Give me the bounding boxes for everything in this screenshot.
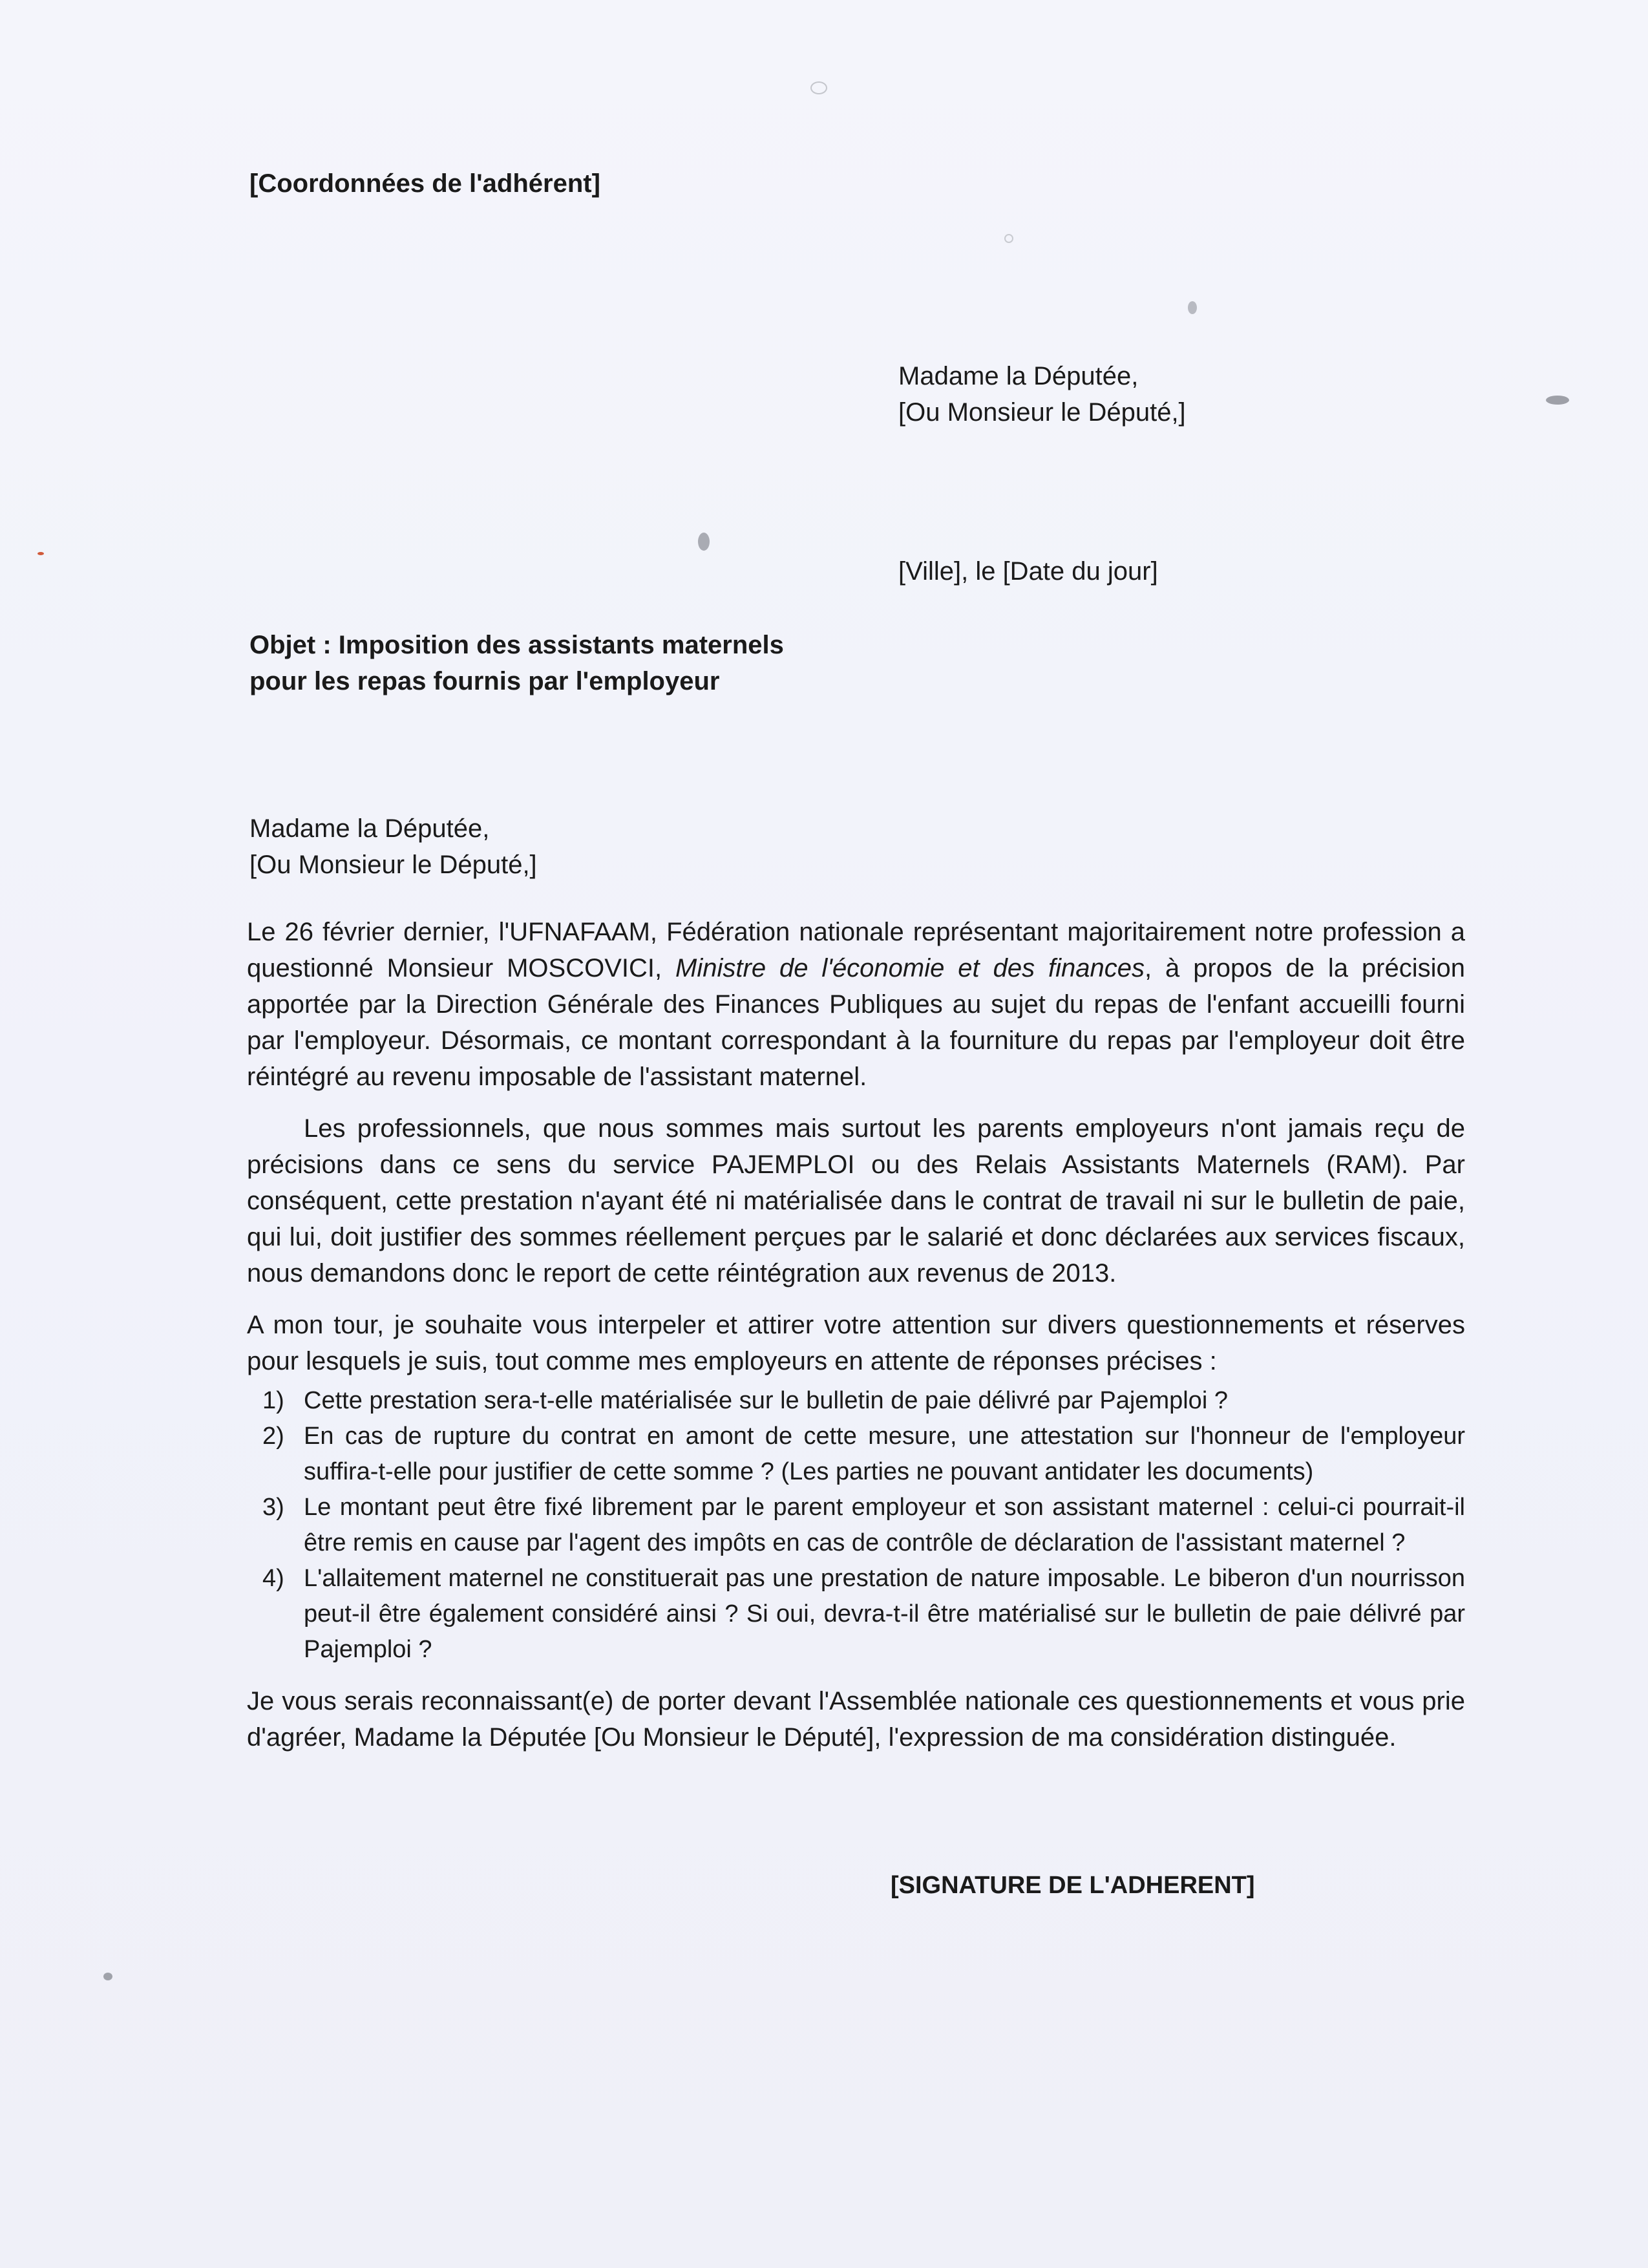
- paper-mark: [1004, 234, 1013, 243]
- question-number: 4): [262, 1565, 284, 1592]
- paper-mark: [810, 81, 827, 94]
- recipient-line: [Ou Monsieur le Député,]: [898, 398, 1186, 427]
- paragraph-text: , à propos de la précision apportée par la Direction Générale des Finances Publiques au sujet du repas de l'enfant accueilli fourni par l'employeur. Désormais, ce montant correspondant à la fourniture du repas par l'employeur doit être réintégré au revenu imposable de l'assistant maternel.: [247, 954, 1466, 1091]
- salutation-line: Madame la Députée,: [249, 814, 490, 843]
- sender-details: [Coordonnées de l'adhérent]: [249, 169, 600, 198]
- salutation: [249, 811, 537, 883]
- question-text: L'allaitement maternel ne constituerait pas une prestation de nature imposable. Le biberon d'un nourrisson peut-il être également considéré ainsi ? Si oui, devra-t-il être matérialisé sur le bulletin de paie délivré par Pajemploi ?: [304, 1565, 1465, 1663]
- recipient-block: [898, 358, 1186, 430]
- recipient-line: Madame la Députée,: [898, 362, 1139, 390]
- paper-mark: [1546, 396, 1569, 405]
- question-item: [247, 1561, 1465, 1668]
- questions-list: [247, 1383, 1465, 1668]
- subject-line: Objet : Imposition des assistants maternels: [249, 631, 784, 659]
- question-number: 1): [262, 1387, 284, 1414]
- letter-body: [247, 914, 1465, 1771]
- question-text: Cette prestation sera-t-elle matérialisée sur le bulletin de paie délivré par Pajemploi ?: [304, 1387, 1228, 1414]
- signature-placeholder: [SIGNATURE DE L'ADHERENT]: [891, 1872, 1255, 1899]
- paragraph-context: [247, 914, 1465, 1095]
- paper-mark: [698, 533, 710, 551]
- paper-mark: [37, 552, 44, 555]
- place-date: [Ville], le [Date du jour]: [898, 557, 1158, 586]
- question-number: 3): [262, 1494, 284, 1521]
- question-text: En cas de rupture du contrat en amont de cette mesure, une attestation sur l'honneur de l'employeur suffira-t-elle pour justifier de cette somme ? (Les parties ne pouvant antidater les documents): [304, 1423, 1465, 1485]
- question-text: Le montant peut être fixé librement par le parent employeur et son assistant maternel : celui-ci pourrait-il être remis en cause par l'agent des impôts en cas de contrôle de déclaration de l'assistant maternel ?: [304, 1494, 1465, 1556]
- question-item: [247, 1383, 1465, 1419]
- paper-mark: [103, 1973, 112, 1980]
- paper-mark: [1188, 301, 1197, 314]
- salutation-line: [Ou Monsieur le Député,]: [249, 851, 537, 879]
- closing-paragraph: Je vous serais reconnaissant(e) de porter devant l'Assemblée nationale ces questionnements et vous prie d'agréer, Madame la Députée [Ou Monsieur le Député], l'expression de ma considération distinguée.: [247, 1687, 1465, 1752]
- paragraph-request: Les professionnels, que nous sommes mais surtout les parents employeurs n'ont jamais reçu de précisions dans ce sens du service PAJEMPLOI ou des Relais Assistants Maternels (RAM). Par conséquent, cette prestation n'ayant été ni matérialisée dans le contrat de travail ni sur le bulletin de paie, qui lui, doit justifier des sommes réellement perçues par le salarié et donc déclarées aux services fiscaux, nous demandons donc le report de cette réintégration aux revenus de 2013.: [247, 1114, 1465, 1288]
- question-number: 2): [262, 1423, 284, 1450]
- subject-block: [249, 627, 784, 699]
- paragraph-questions-intro: A mon tour, je souhaite vous interpeler et attirer votre attention sur divers questionnements et réserves pour lesquels je suis, tout comme mes employeurs en attente de réponses précises :: [247, 1311, 1465, 1375]
- paragraph-text: Le 26 février dernier, l'UFNAFAAM, Fédération nationale représentant majoritairement notre profession a questionné Monsieur MOSCOVICI,: [247, 918, 1465, 982]
- question-item: [247, 1419, 1465, 1490]
- subject-line: pour les repas fournis par l'employeur: [249, 667, 720, 695]
- question-item: [247, 1490, 1465, 1561]
- minister-title: Ministre de l'économie et des finances: [675, 954, 1145, 982]
